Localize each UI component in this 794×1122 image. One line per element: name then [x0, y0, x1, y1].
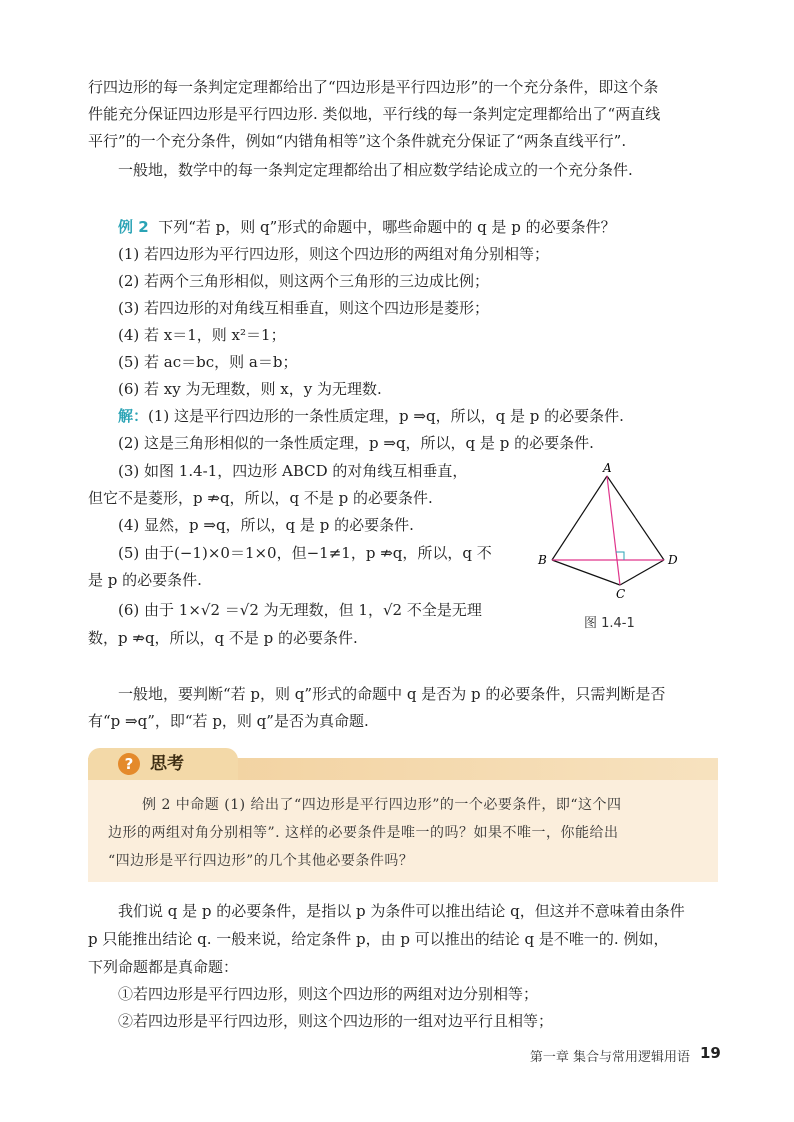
figure-caption: 图 1.4-1: [584, 616, 635, 631]
solution-line: 是 p 的必要条件.: [88, 571, 202, 589]
example-label: 例 2: [118, 218, 149, 236]
solution-line: 数，p ⇏q，所以，q 不是 p 的必要条件.: [88, 629, 358, 647]
solution-text: (1) 这是平行四边形的一条性质定理，p ⇒q，所以，q 是 p 的必要条件.: [148, 407, 624, 425]
solution-line: (6) 由于 1×√2 ＝√2 为无理数，但 1，√2 不全是无理: [118, 601, 482, 619]
chapter-footer: 第一章 集合与常用逻辑用语: [529, 1050, 690, 1065]
solution-line: (2) 这是三角形相似的一条性质定理，p ⇒q，所以，q 是 p 的必要条件.: [118, 434, 594, 452]
vertex-label-b: B: [538, 553, 547, 567]
question-icon: ?: [118, 753, 140, 775]
paragraph-line: 平行”的一个充分条件，例如“内错角相等”这个条件就充分保证了“两条直线平行”.: [88, 132, 627, 150]
paragraph-line: ②若四边形是平行四边形，则这个四边形的一组对边平行且相等；: [118, 1012, 554, 1030]
think-line: “四边形是平行四边形”的几个其他必要条件吗？: [108, 853, 414, 869]
paragraph-line: 下列命题都是真命题：: [88, 958, 239, 976]
paragraph-line: 一般地，数学中的每一条判定定理都给出了相应数学结论成立的一个充分条件.: [118, 161, 633, 179]
example-item: (3) 若四边形的对角线互相垂直，则这个四边形是菱形；: [118, 299, 490, 317]
paragraph-line: 行四边形的每一条判定定理都给出了“四边形是平行四边形”的一个充分条件，即这个条: [88, 78, 659, 96]
paragraph-line: 一般地，要判断“若 p，则 q”形式的命题中 q 是否为 p 的必要条件，只需判断是否: [118, 685, 666, 703]
solution-line: 但它不是菱形，p ⇏q，所以，q 不是 p 的必要条件.: [88, 489, 433, 507]
solution-label: 解：: [118, 407, 149, 425]
edge-bc: [552, 560, 620, 585]
paragraph-line: 有“p ⇒q”，即“若 p，则 q”是否为真命题.: [88, 712, 369, 730]
example-item: (4) 若 x＝1，则 x²＝1；: [118, 326, 286, 344]
example-question: 下列“若 p，则 q”形式的命题中，哪些命题中的 q 是 p 的必要条件？: [158, 218, 616, 236]
solution-line: (3) 如图 1.4-1，四边形 ABCD 的对角线互相垂直，: [118, 462, 468, 480]
example-item: (1) 若四边形为平行四边形，则这个四边形的两组对角分别相等；: [118, 245, 550, 263]
think-line: 边形的两组对角分别相等”. 这样的必要条件是唯一的吗？如果不唯一，你能给出: [108, 825, 619, 841]
paragraph-line: 我们说 q 是 p 的必要条件，是指以 p 为条件可以推出结论 q，但这并不意味着由条件: [118, 902, 685, 920]
paragraph-line: ①若四边形是平行四边形，则这个四边形的两组对边分别相等；: [118, 985, 539, 1003]
edge-ab: [552, 476, 607, 560]
solution-line: [118, 406, 624, 426]
paragraph-line: 件能充分保证四边形是平行四边形. 类似地，平行线的每一条判定定理都给出了“两直线: [88, 105, 661, 123]
solution-line: (4) 显然，p ⇒q，所以，q 是 p 的必要条件.: [118, 516, 414, 534]
edge-cd: [620, 560, 664, 585]
paragraph-line: p 只能推出结论 q. 一般来说，给定条件 p，由 p 可以推出的结论 q 是不唯一的. 例如，: [88, 930, 669, 948]
think-title: 思考: [150, 754, 184, 774]
solution-line: (5) 由于(−1)×0＝1×0，但−1≠1，p ⇏q，所以，q 不: [118, 544, 492, 562]
quadrilateral-figure: [530, 460, 700, 600]
example-item: (2) 若两个三角形相似，则这两个三角形的三边成比例；: [118, 272, 490, 290]
think-line: 例 2 中命题 (1) 给出了“四边形是平行四边形”的一个必要条件，即“这个四: [142, 797, 622, 813]
page-number: 19: [700, 1044, 721, 1062]
example-item: (5) 若 ac＝bc，则 a＝b；: [118, 353, 298, 371]
example-item: (6) 若 xy 为无理数，则 x，y 为无理数.: [118, 380, 382, 398]
example-heading: [118, 217, 616, 237]
vertex-label-a: A: [603, 461, 612, 475]
vertex-label-c: C: [616, 587, 626, 600]
vertex-label-d: D: [668, 553, 678, 567]
